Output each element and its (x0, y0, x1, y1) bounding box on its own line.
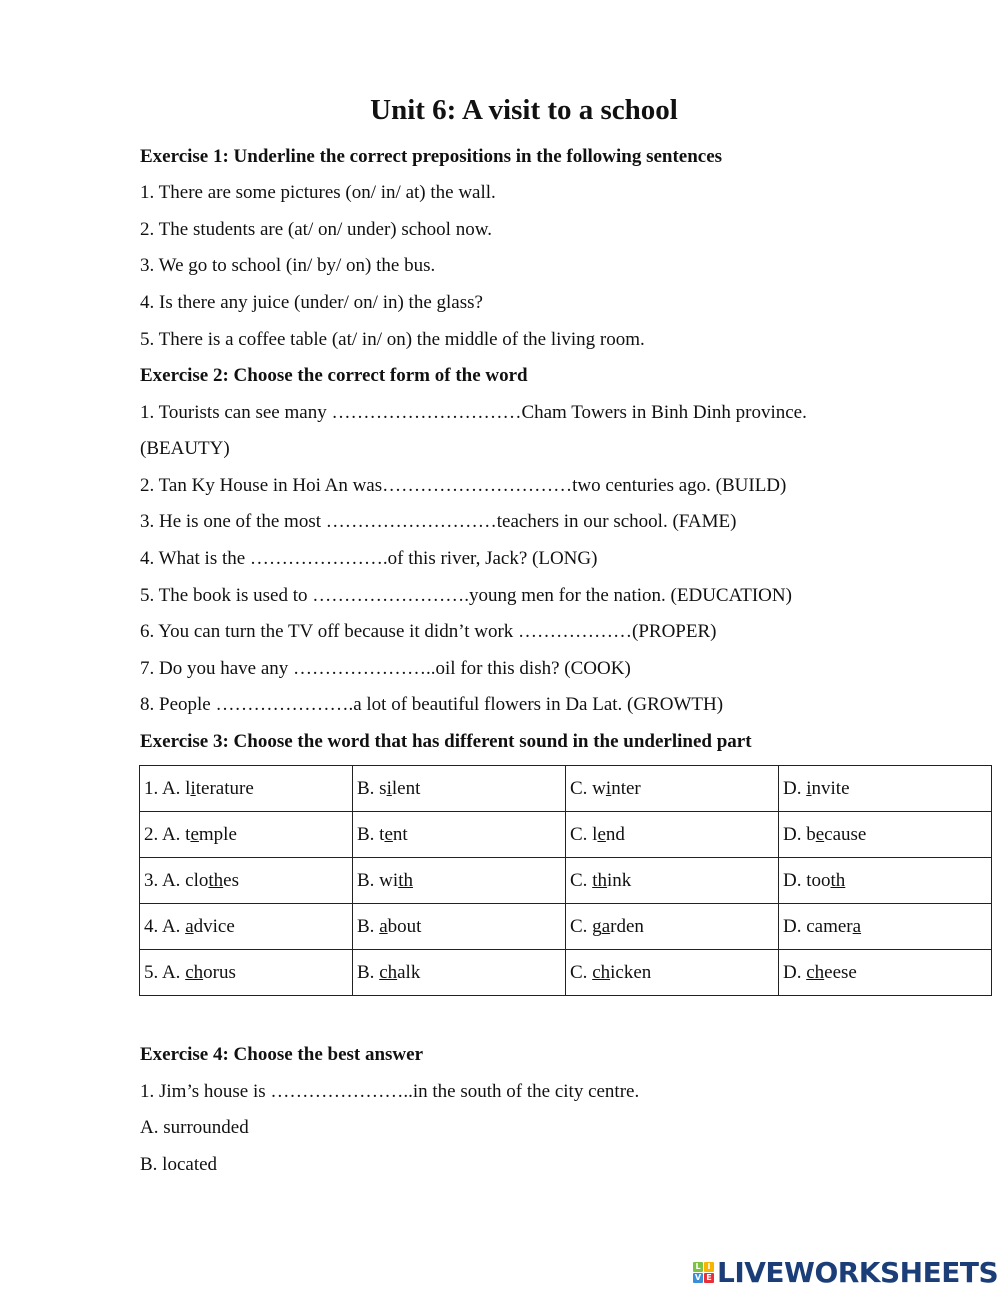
option-cell (566, 812, 779, 858)
word-part: C. l (570, 823, 598, 845)
word-part: D. camer (783, 915, 853, 937)
word-part: B. (357, 961, 380, 983)
word-part: lent (391, 777, 421, 799)
option-cell (140, 812, 353, 858)
exercise-1-item: 2. The students are (at/ on/ under) school now. (140, 219, 492, 240)
word-part: B. wi (357, 869, 399, 891)
word-part: nvite (811, 777, 850, 799)
word-part: 2. A. t (144, 823, 191, 845)
exercise-1-item: 5. There is a coffee table (at/ in/ on) the middle of the living room. (140, 329, 645, 350)
word-part: C. g (570, 915, 602, 937)
exercise-2-heading: Exercise 2: Choose the correct form of the word (140, 365, 528, 386)
badge-letter: E (704, 1273, 714, 1283)
word-part: D. (783, 961, 807, 983)
word-part: alk (397, 961, 421, 983)
word-part: mple (198, 823, 237, 845)
exercise-2-item: 8. People ………………….a lot of beautiful flowers in Da Lat. (GROWTH) (140, 694, 724, 715)
word-part: bout (387, 915, 422, 937)
live-badge-icon (693, 1262, 714, 1283)
underlined-part: e (384, 823, 393, 845)
option-cell (566, 858, 779, 904)
underlined-part: th (592, 869, 607, 891)
word-part: nd (605, 823, 625, 845)
table-row (140, 904, 992, 950)
word-part: nt (392, 823, 408, 845)
underlined-part: a (185, 915, 194, 937)
word-part: C. (570, 961, 593, 983)
exercise-2-item: 3. He is one of the most ………………………teachers in our school. (FAME) (140, 511, 737, 532)
exercise-1-item: 3. We go to school (in/ by/ on) the bus. (140, 255, 436, 276)
underlined-part: th (398, 869, 413, 891)
word-part: D. too (783, 869, 831, 891)
exercise-1-item: 1. There are some pictures (on/ in/ at) the wall. (140, 182, 496, 203)
underlined-part: i (190, 777, 196, 799)
option-cell (353, 812, 566, 858)
table-row (140, 812, 992, 858)
table-row (140, 766, 992, 812)
underlined-part: ch (592, 961, 611, 983)
exercise-2-item: 5. The book is used to …………………….young men for the nation. (EDUCATION) (140, 585, 792, 606)
underlined-part: a (852, 915, 862, 937)
word-part: cause (824, 823, 867, 845)
word-part: eese (824, 961, 857, 983)
exercise-2-item: 7. Do you have any …………………..oil for this dish? (COOK) (140, 658, 631, 679)
exercise-2-item: 4. What is the ………………….of this river, Jack? (LONG) (140, 548, 598, 569)
table-row (140, 858, 992, 904)
option-cell (566, 904, 779, 950)
option-cell (566, 766, 779, 812)
underlined-part: ch (185, 961, 204, 983)
word-part: B. (357, 915, 380, 937)
underlined-part: i (605, 777, 612, 799)
option-cell (140, 950, 353, 996)
word-part: es (223, 869, 239, 891)
word-part: B. t (357, 823, 385, 845)
word-part: D. b (783, 823, 816, 845)
word-part: orus (203, 961, 236, 983)
option-cell (140, 858, 353, 904)
word-part: ink (606, 869, 632, 891)
exercise-4-item: B. located (140, 1154, 218, 1175)
option-cell (779, 766, 992, 812)
exercise-2-item: 6. You can turn the TV off because it didn’t work ………………(PROPER) (140, 621, 717, 642)
word-part: B. s (357, 777, 387, 799)
word-part: C. (570, 869, 593, 891)
option-cell (779, 858, 992, 904)
underlined-part: a (601, 915, 611, 937)
word-part: C. w (570, 777, 606, 799)
exercise-2-item: 2. Tan Ky House in Hoi An was…………………………two centuries ago. (BUILD) (140, 475, 787, 496)
liveworksheets-logo (693, 1256, 998, 1289)
table-row (140, 950, 992, 996)
underlined-part: e (190, 823, 199, 845)
underlined-part: ch (806, 961, 825, 983)
underlined-part: e (597, 823, 606, 845)
word-part: nter (611, 777, 641, 799)
underlined-part: a (379, 915, 388, 937)
option-cell (140, 766, 353, 812)
option-cell (779, 812, 992, 858)
page-title: Unit 6: A visit to a school (370, 94, 678, 126)
option-cell (353, 766, 566, 812)
word-part: 1. A. l (144, 777, 191, 799)
exercise-1-heading: Exercise 1: Underline the correct prepositions in the following sentences (140, 146, 723, 167)
exercise-4-item: 1. Jim’s house is …………………..in the south of the city centre. (140, 1081, 640, 1102)
option-cell (353, 858, 566, 904)
option-cell (353, 904, 566, 950)
word-part: 4. A. (144, 915, 186, 937)
underlined-part: e (815, 823, 825, 845)
option-cell (140, 904, 353, 950)
underlined-part: th (208, 869, 224, 891)
word-part: icken (610, 961, 652, 983)
exercise-4-heading: Exercise 4: Choose the best answer (140, 1044, 424, 1065)
word-part: D. (783, 777, 807, 799)
badge-letter: V (694, 1273, 702, 1282)
word-part: rden (610, 915, 644, 937)
option-cell (353, 950, 566, 996)
option-cell (779, 950, 992, 996)
word-part: terature (195, 777, 254, 799)
exercise-1-item: 4. Is there any juice (under/ on/ in) the glass? (140, 292, 483, 313)
exercise-3-heading: Exercise 3: Choose the word that has different sound in the underlined part (140, 731, 752, 752)
underlined-part: th (830, 869, 846, 891)
option-cell (779, 904, 992, 950)
logo-text: LIVEWORKSHEETS (717, 1256, 999, 1289)
word-part: 5. A. (144, 961, 186, 983)
underlined-part: i (806, 777, 812, 799)
word-part: dvice (193, 915, 235, 937)
badge-letter: I (704, 1262, 714, 1272)
exercise-2-item: (BEAUTY) (140, 438, 230, 459)
option-cell (566, 950, 779, 996)
badge-letter: L (693, 1262, 703, 1272)
exercise-2-item: 1. Tourists can see many …………………………Cham Towers in Binh Dinh province. (140, 402, 807, 423)
exercise-3-table (139, 765, 992, 996)
underlined-part: ch (379, 961, 398, 983)
exercise-4-item: A. surrounded (140, 1117, 249, 1138)
word-part: 3. A. clo (144, 869, 209, 891)
underlined-part: i (386, 777, 392, 799)
